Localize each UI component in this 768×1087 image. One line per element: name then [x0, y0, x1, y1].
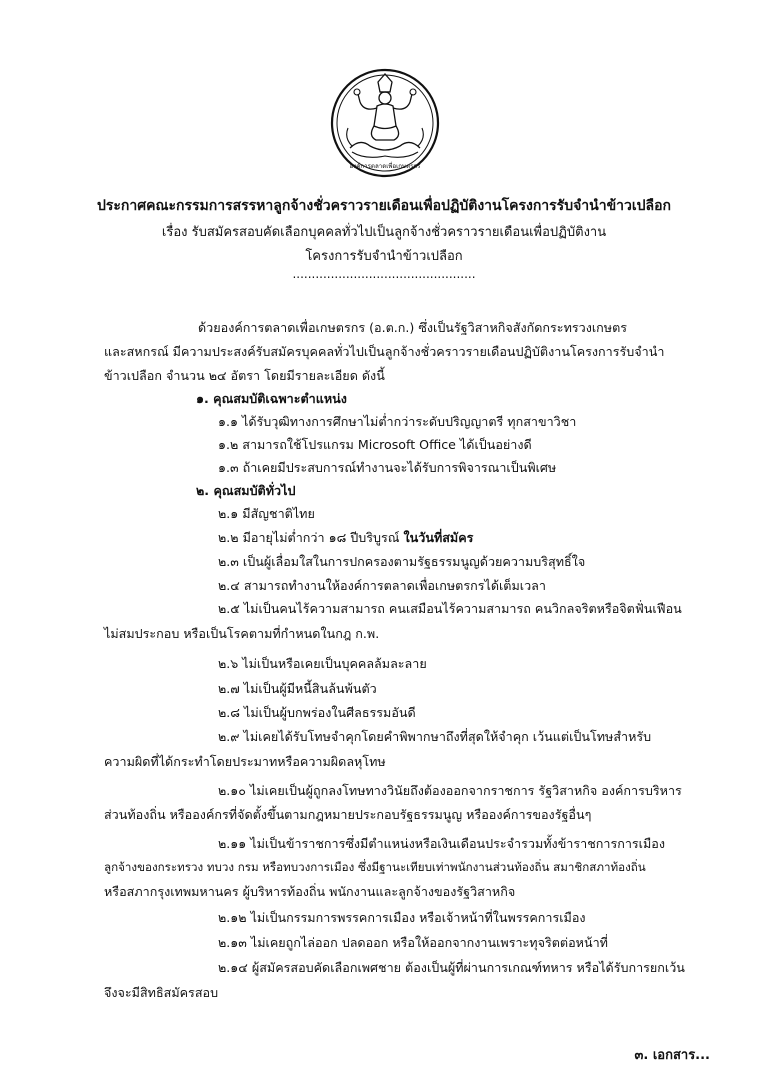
ortoroko-emblem-icon — [330, 68, 440, 178]
section-2-item-2 — [218, 532, 473, 545]
section-2-item-8: ๒.๘ ไม่เป็นผู้บกพร่องในศีลธรรมอันดี — [218, 705, 416, 720]
intro-line-3: ข้าวเปลือก จำนวน ๒๔ อัตรา โดยมีรายละเอียด ดังนี้ — [104, 368, 385, 383]
section-2-item-11-line-2: ลูกจ้างของกระทรวง ทบวง กรม หรือทบวงการเมือง ซึ่งมีฐานะเทียบเท่าพนักงานส่วนท้องถิ่น สมาชิกสภาท้องถิ่น — [104, 860, 646, 874]
section-2-item-2-text: ๒.๒ มีอายุไม่ต่ำกว่า ๑๘ ปีบริบูรณ์ — [218, 530, 404, 545]
continuation-marker: ๓. เอกสาร... — [634, 1048, 710, 1063]
section-2-heading: ๒. คุณสมบัติทั่วไป — [196, 483, 296, 498]
section-2-item-1: ๒.๑ มีสัญชาติไทย — [218, 506, 315, 521]
section-2-item-3: ๒.๓ เป็นผู้เลื่อมใสในการปกครองตามรัฐธรรมนูญด้วยความบริสุทธิ์ใจ — [218, 554, 586, 569]
intro-line-1: ด้วยองค์การตลาดเพื่อเกษตรกร (อ.ต.ก.) ซึ่งเป็นรัฐวิสาหกิจสังกัดกระทรวงเกษตร — [198, 320, 628, 335]
seal-text: องค์การตลาดเพื่อเกษตรกร — [349, 163, 421, 170]
separator-dots: ................................................ — [292, 267, 476, 281]
section-2-item-4: ๒.๔ สามารถทำงานให้องค์การตลาดเพื่อเกษตรกรได้เต็มเวลา — [218, 578, 546, 593]
section-2-item-5-line-1: ๒.๕ ไม่เป็นคนไร้ความสามารถ คนเสมือนไร้ความสามารถ คนวิกลจริตหรือจิตฟั่นเฟือน — [218, 601, 682, 616]
section-2-item-10-line-1: ๒.๑๐ ไม่เคยเป็นผู้ถูกลงโทษทางวินัยถึงต้องออกจากราชการ รัฐวิสาหกิจ องค์การบริหาร — [218, 783, 682, 798]
section-2-item-11-line-1: ๒.๑๑ ไม่เป็นข้าราชการซึ่งมีตำแหน่งหรือเงินเดือนประจำรวมทั้งข้าราชการการเมือง — [218, 836, 666, 851]
section-2-item-13: ๒.๑๓ ไม่เคยถูกไล่ออก ปลดออก หรือให้ออกจากงานเพราะทุจริตต่อหน้าที่ — [218, 935, 608, 950]
section-2-item-11-line-3: หรือสภากรุงเทพมหานคร ผู้บริหารท้องถิ่น พนักงานและลูกจ้างของรัฐวิสาหกิจ — [104, 884, 516, 899]
section-2-item-10-line-2: ส่วนท้องถิ่น หรือองค์กรที่จัดตั้งขึ้นตามกฎหมายประกอบรัฐธรรมนูญ หรือองค์การของรัฐอื่นๆ — [104, 807, 592, 822]
section-2-item-12: ๒.๑๒ ไม่เป็นกรรมการพรรคการเมือง หรือเจ้าหน้าที่ในพรรคการเมือง — [218, 910, 586, 925]
section-2-item-7: ๒.๗ ไม่เป็นผู้มีหนี้สินล้นพ้นตัว — [218, 681, 377, 696]
section-2-item-14-line-2: จึงจะมีสิทธิสมัครสอบ — [104, 985, 219, 1000]
section-2-item-14-line-1: ๒.๑๔ ผู้สมัครสอบคัดเลือกเพศชาย ต้องเป็นผู้ที่ผ่านการเกณฑ์ทหาร หรือได้รับการยกเว้น — [218, 960, 685, 975]
section-2-item-2-emphasis: ในวันที่สมัคร — [403, 530, 474, 545]
subject-line-2: โครงการรับจำนำข้าวเปลือก — [305, 249, 463, 264]
section-2-item-9-line-2: ความผิดที่ได้กระทำโดยประมาทหรือความผิดลหุโทษ — [104, 754, 386, 769]
announcement-title: ประกาศคณะกรรมการสรรหาลูกจ้างชั่วคราวรายเดือนเพื่อปฏิบัติงานโครงการรับจำนำข้าวเปลือก — [96, 198, 672, 214]
section-2-item-9-line-1: ๒.๙ ไม่เคยได้รับโทษจำคุกโดยคำพิพากษาถึงที่สุดให้จำคุก เว้นแต่เป็นโทษสำหรับ — [218, 729, 652, 744]
section-2-item-5-line-2: ไม่สมประกอบ หรือเป็นโรคตามที่กำหนดในกฎ ก.พ. — [104, 626, 380, 641]
intro-line-2: และสหกรณ์ มีความประสงค์รับสมัครบุคคลทั่วไปเป็นลูกจ้างชั่วคราวรายเดือนปฏิบัติงานโครงการรับจำนำ — [104, 344, 665, 359]
section-2-item-6: ๒.๖ ไม่เป็นหรือเคยเป็นบุคคลล้มละลาย — [218, 656, 427, 671]
section-1-item-3: ๑.๓ ถ้าเคยมีประสบการณ์ทำงานจะได้รับการพิจารณาเป็นพิเศษ — [218, 460, 557, 475]
subject-line-1: เรื่อง รับสมัครสอบคัดเลือกบุคคลทั่วไปเป็นลูกจ้างชั่วคราวรายเดือนเพื่อปฏิบัติงาน — [161, 225, 607, 240]
section-1-heading: ๑. คุณสมบัติเฉพาะตำแหน่ง — [196, 391, 347, 406]
section-1-item-1: ๑.๑ ได้รับวุฒิทางการศึกษาไม่ต่ำกว่าระดับปริญญาตรี ทุกสาขาวิชา — [218, 414, 577, 429]
section-1-item-2: ๑.๒ สามารถใช้โปรแกรม Microsoft Office ได้เป็นอย่างดี — [218, 437, 532, 452]
